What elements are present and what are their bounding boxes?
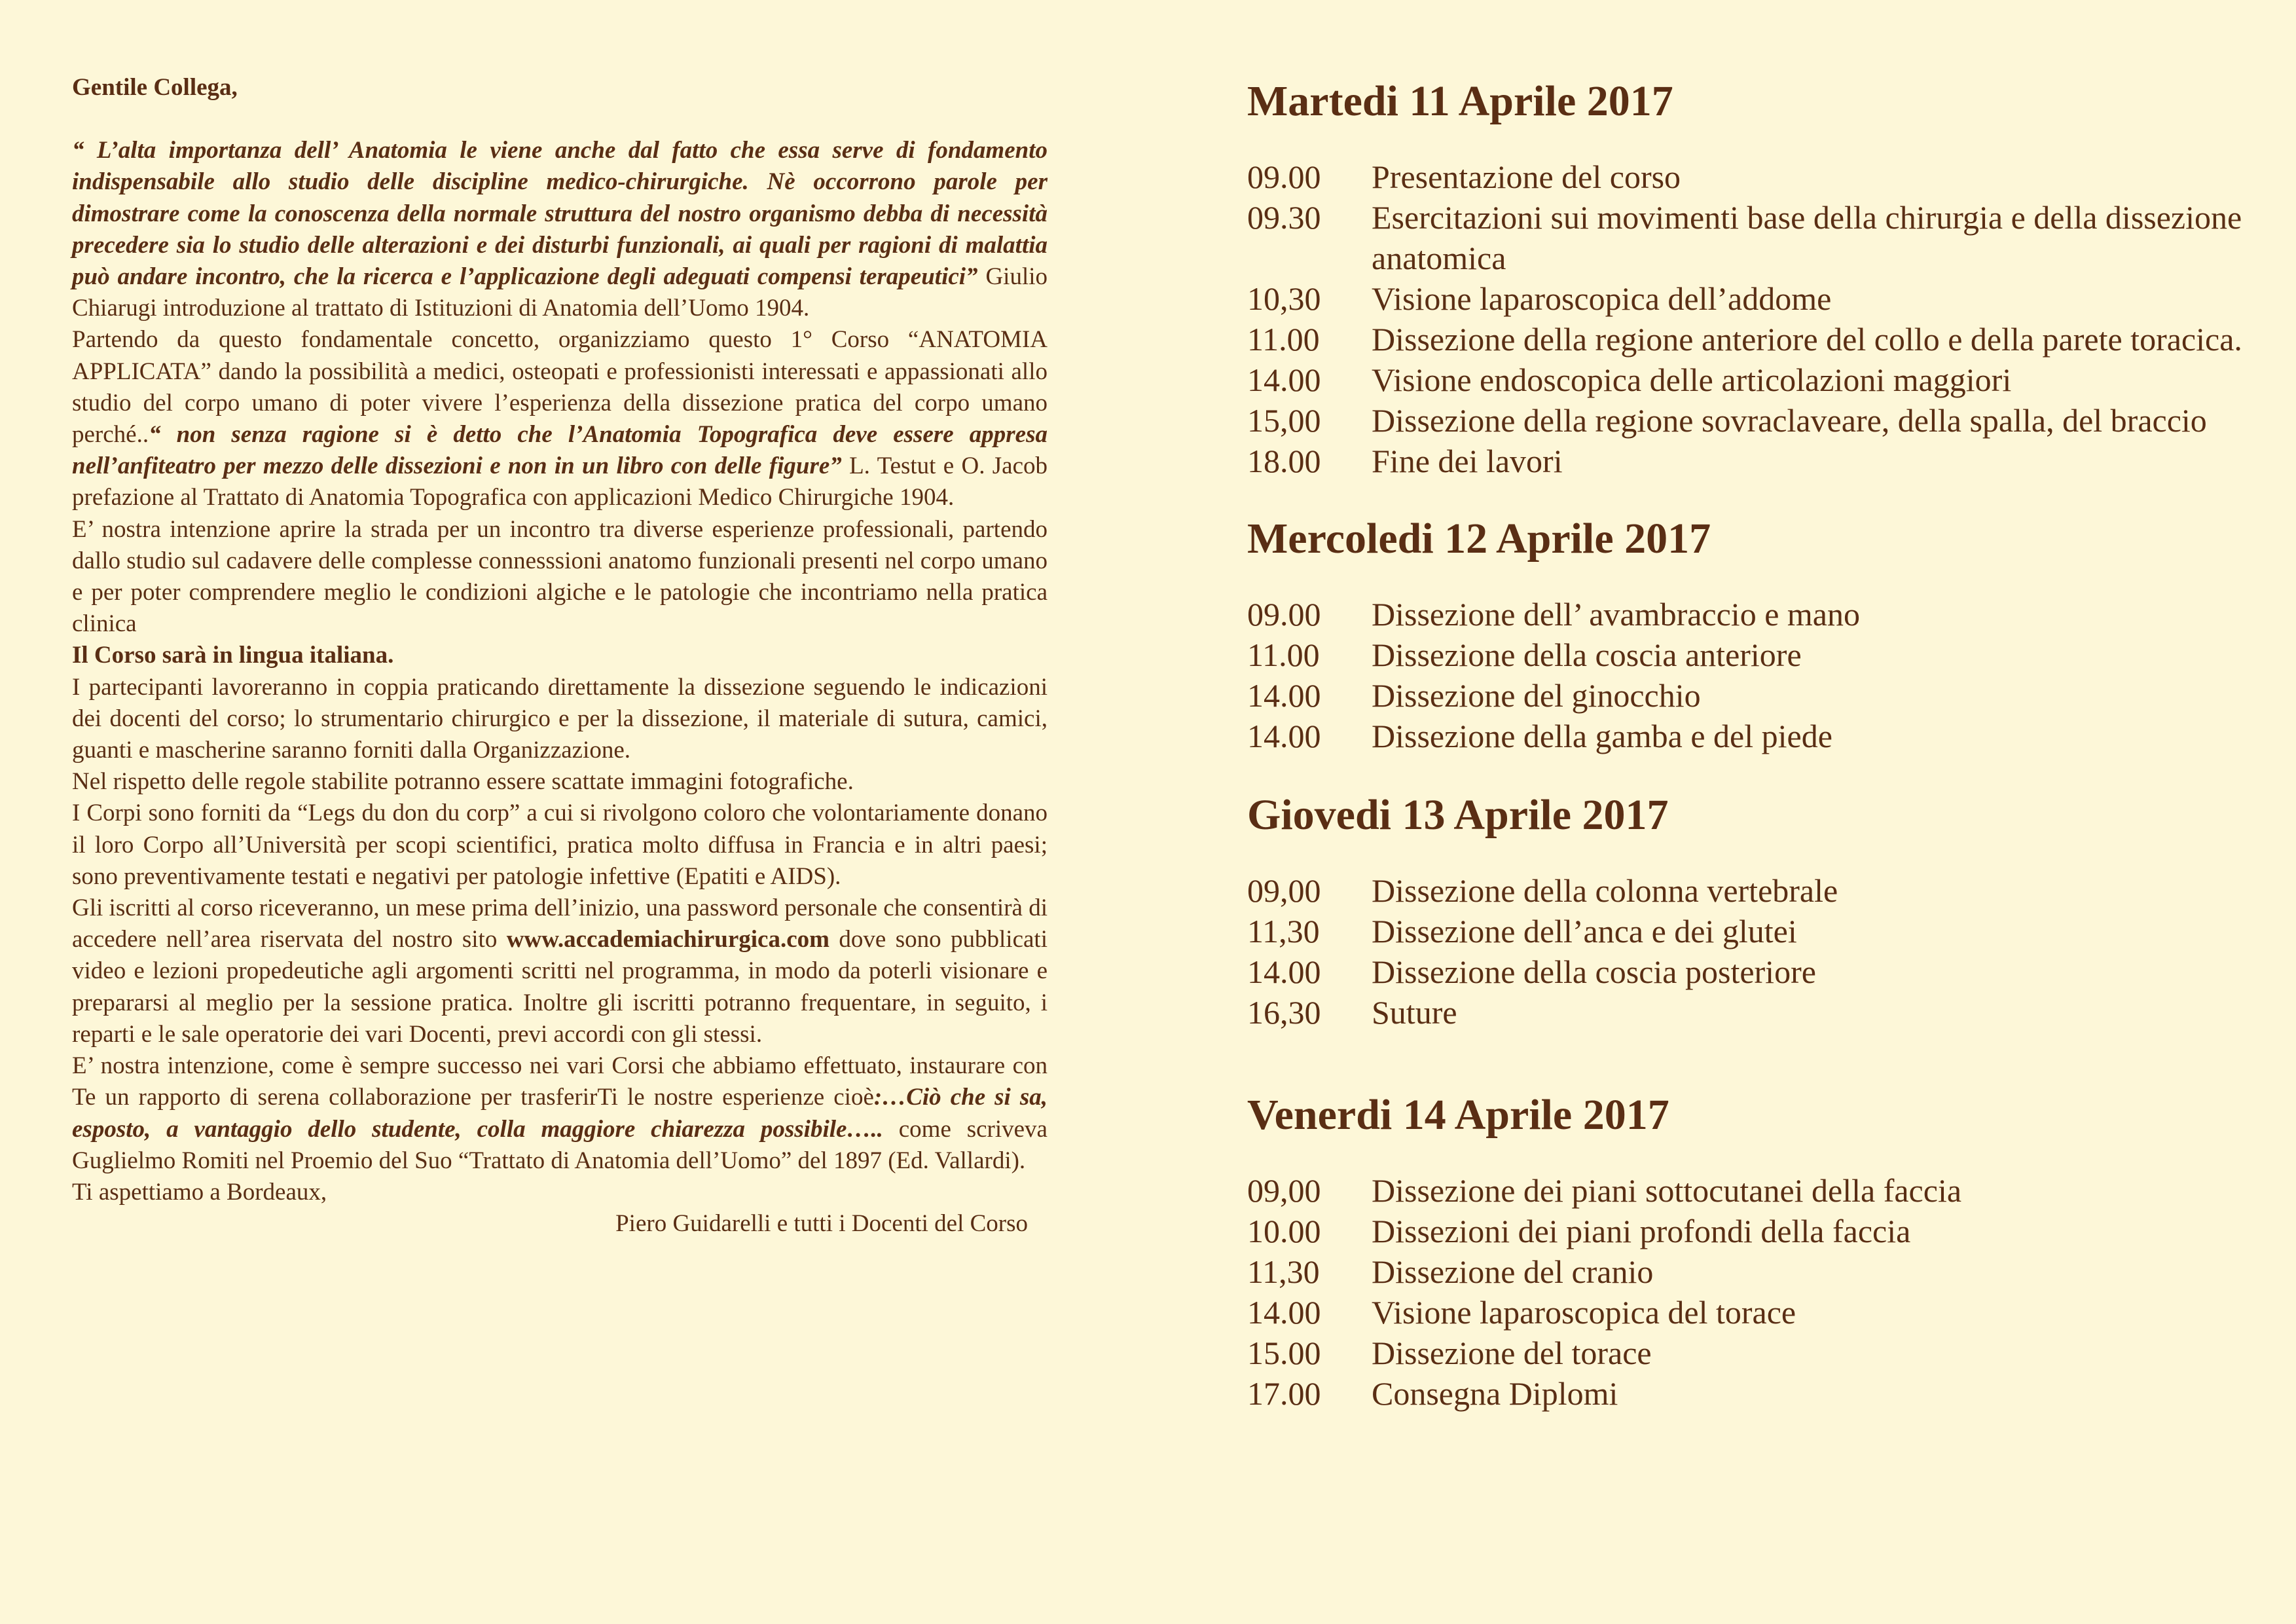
collaboration-text-a: E’ nostra intenzione, come è sempre successo nei vari Corsi che abbiamo effettuato, instaurare con Te un rapporto di serena collaborazione per trasferirTi le nostre esperienze cioè xyxy=(72,1052,1048,1111)
chiarugi-source: Giulio Chiarugi introduzione al trattato di Istituzioni di Anatomia dell’Uomo 1904. xyxy=(72,263,1048,322)
time-label: 16,30 xyxy=(1247,994,1321,1031)
collaboration-text-b: come scriveva Guglielmo Romiti nel Proemio del Suo “Trattato di Anatomia dell’Uomo” del 1897 (Ed. Vallardi). xyxy=(72,1115,1048,1174)
course-intro-paragraph xyxy=(72,324,1048,513)
schedule-row xyxy=(1247,360,2242,400)
time-label: 11,30 xyxy=(1247,1253,1320,1290)
schedule-row xyxy=(1247,1373,2242,1414)
time-label: 14.00 xyxy=(1247,953,1321,990)
time-label: 11.00 xyxy=(1247,637,1320,673)
activity-label: Dissezione della regione sovraclaveare, della spalla, del braccio xyxy=(1372,402,2207,439)
schedule-row xyxy=(1247,1333,2242,1373)
time-label: 17.00 xyxy=(1247,1375,1321,1412)
schedule-row xyxy=(1247,157,2242,197)
time-label: 09.00 xyxy=(1247,158,1321,195)
time-label: 09.30 xyxy=(1247,199,1321,236)
password-text-a: Gli iscritti al corso riceveranno, un mese prima dell’inizio, una password personale che consentirà di accedere nell’area riservata del nostro sito xyxy=(72,895,1048,953)
activity-label: Fine dei lavori xyxy=(1372,443,1563,479)
testut-quote: “ non senza ragione si è detto che l’Anatomia Topografica deve essere appresa nell’anfiteatro per mezzo delle dissezioni e non in un libro con delle figure” xyxy=(72,421,1048,480)
schedule-row xyxy=(1247,594,2242,635)
activity-label: Dissezione della gamba e del piede xyxy=(1372,718,1832,754)
password-text-b: dove sono pubblicati video e lezioni propedeutiche agli argomenti scritti nel programma, in modo da poterli visionare e prepararsi al meglio per la sessione pratica. Inoltre gli iscritti potranno frequentare, in seguito, i reparti e le sale operatorie dei vari Docenti, previ accordi con gli stessi. xyxy=(72,926,1048,1048)
activity-label: Visione endoscopica delle articolazioni maggiori xyxy=(1372,361,2012,398)
course-intro-text: Partendo da questo fondamentale concetto, organizziamo questo 1° Corso “ANATOMIA APPLICATA” dando la possibilità a medici, osteopati e professionisti interessati e appassionati allo studio del corpo umano di poter vivere l’esperienza della dissezione pratica del corpo umano perché.. xyxy=(72,326,1048,449)
day-block-wednesday xyxy=(1247,513,2242,756)
schedule xyxy=(1247,75,2242,1414)
time-label: 10,30 xyxy=(1247,280,1321,317)
day-heading: Venerdi 14 Aprile 2017 xyxy=(1247,1091,1669,1139)
website-link[interactable]: www.accademiachirurgica.com xyxy=(506,926,829,953)
schedule-row xyxy=(1247,319,2242,360)
time-label: 10.00 xyxy=(1247,1213,1321,1249)
activity-label: Dissezione del torace xyxy=(1372,1335,1652,1371)
bodies-paragraph: I Corpi sono forniti da “Legs du don du corp” a cui si rivolgono coloro che volontariamente donano il loro Corpo all’Università per scopi scientifici, pratica molto diffusa in Francia e in altri paesi; sono preventivamente testati e negativi per patologie infettive (Epatiti e AIDS). xyxy=(72,800,1048,890)
day-block-tuesday xyxy=(1247,75,2242,481)
time-label: 14.00 xyxy=(1247,677,1321,714)
time-label: 14.00 xyxy=(1247,361,1321,398)
activity-label: Dissezione del ginocchio xyxy=(1372,677,1701,714)
greeting: Gentile Collega, xyxy=(72,74,238,101)
activity-label: Dissezione dell’ avambraccio e mano xyxy=(1372,596,1860,633)
schedule-row xyxy=(1247,1211,2242,1251)
intention-paragraph: E’ nostra intenzione aprire la strada per un incontro tra diverse esperienze professionali, partendo dallo studio sul cadavere delle complesse connesssioni anatomo funzionali presenti nel corpo umano e per poter comprendere meglio le condizioni algiche e le patologie che incontriamo nella pratica clinica xyxy=(72,515,1048,638)
activity-label: Dissezione del cranio xyxy=(1372,1253,1654,1290)
time-label: 09.00 xyxy=(1247,596,1321,633)
schedule-row xyxy=(1247,441,2242,481)
schedule-row xyxy=(1247,400,2242,441)
day-block-thursday xyxy=(1247,789,2242,1033)
schedule-row xyxy=(1247,1251,2242,1292)
day-heading: Martedi 11 Aprile 2017 xyxy=(1247,77,1673,125)
password-paragraph xyxy=(72,893,1048,1050)
participants-paragraph: I partecipanti lavoreranno in coppia praticando direttamente la dissezione seguendo le indicazioni dei docenti del corso; lo strumentario chirurgico e per la dissezione, il materiale di sutura, camici, guanti e mascherine saranno forniti dalla Organizzazione. xyxy=(72,673,1048,764)
photo-rules-paragraph: Nel rispetto delle regole stabilite potranno essere scattate immagini fotografiche. xyxy=(72,768,854,796)
activity-label: Visione laparoscopica dell’addome xyxy=(1372,280,1832,317)
time-label: 14.00 xyxy=(1247,718,1321,754)
chiarugi-paragraph xyxy=(72,135,1048,324)
day-heading: Giovedi 13 Aprile 2017 xyxy=(1247,791,1669,839)
time-label: 14.00 xyxy=(1247,1294,1321,1331)
time-label: 18.00 xyxy=(1247,443,1321,479)
closing: Ti aspettiamo a Bordeaux, xyxy=(72,1178,327,1206)
schedule-row xyxy=(1247,1170,2242,1211)
time-label: 09,00 xyxy=(1247,1172,1321,1209)
time-label: 11.00 xyxy=(1247,321,1320,358)
chiarugi-quote: “ L’alta importanza dell’ Anatomia le viene anche dal fatto che essa serve di fondamento indispensabile allo studio delle discipline medico-chirurgiche. Nè occorrono parole per dimostrare come la conoscenza della normale struttura del nostro organismo debba di necessità precedere sia lo studio delle alterazioni e dei disturbi funzionali, ai quali per ragioni di malattia può andare incontro, che la ricerca e l’applicazione degli adeguati compensi terapeutici” xyxy=(72,137,1048,291)
time-label: 11,30 xyxy=(1247,913,1320,950)
language-note: Il Corso sarà in lingua italiana. xyxy=(72,642,394,669)
romiti-quote: :…Ciò che si sa, esposto, a vantaggio dello studente, colla maggiore chiarezza possibile….. xyxy=(72,1084,1048,1143)
time-label: 15.00 xyxy=(1247,1335,1321,1371)
day-block-friday xyxy=(1247,1089,2242,1414)
schedule-row xyxy=(1247,992,2242,1033)
schedule-row xyxy=(1247,911,2242,951)
schedule-row xyxy=(1247,278,2242,319)
activity-label: Dissezioni dei piani profondi della faccia xyxy=(1372,1213,1911,1249)
activity-label: Presentazione del corso xyxy=(1372,158,1681,195)
schedule-row xyxy=(1247,951,2242,992)
activity-label: Dissezione della coscia anteriore xyxy=(1372,637,1802,673)
schedule-row xyxy=(1247,197,2242,278)
activity-label: Dissezione della colonna vertebrale xyxy=(1372,872,1838,909)
activity-label: Visione laparoscopica del torace xyxy=(1372,1294,1796,1331)
schedule-row xyxy=(1247,675,2242,716)
schedule-row xyxy=(1247,1292,2242,1333)
activity-label: Dissezione della coscia posteriore xyxy=(1372,953,1816,990)
activity-label: Dissezione della regione anteriore del collo e della parete toracica. xyxy=(1372,321,2242,358)
collaboration-paragraph xyxy=(72,1050,1048,1177)
signature: Piero Guidarelli e tutti i Docenti del Corso xyxy=(615,1210,1028,1238)
testut-source: L. Testut e O. Jacob prefazione al Trattato di Anatomia Topografica con applicazioni Medico Chirurgiche 1904. xyxy=(72,452,1048,511)
activity-label: Suture xyxy=(1372,994,1457,1031)
day-heading: Mercoledi 12 Aprile 2017 xyxy=(1247,515,1711,563)
activity-label: Esercitazioni sui movimenti base della chirurgia e della dissezione anatomica xyxy=(1372,199,2242,276)
schedule-row xyxy=(1247,635,2242,675)
activity-label: Dissezione dell’anca e dei glutei xyxy=(1372,913,1797,950)
time-label: 09,00 xyxy=(1247,872,1321,909)
time-label: 15,00 xyxy=(1247,402,1321,439)
activity-label: Consegna Diplomi xyxy=(1372,1375,1618,1412)
schedule-row xyxy=(1247,716,2242,756)
letter xyxy=(72,72,1048,1240)
schedule-row xyxy=(1247,870,2242,911)
activity-label: Dissezione dei piani sottocutanei della faccia xyxy=(1372,1172,1962,1209)
